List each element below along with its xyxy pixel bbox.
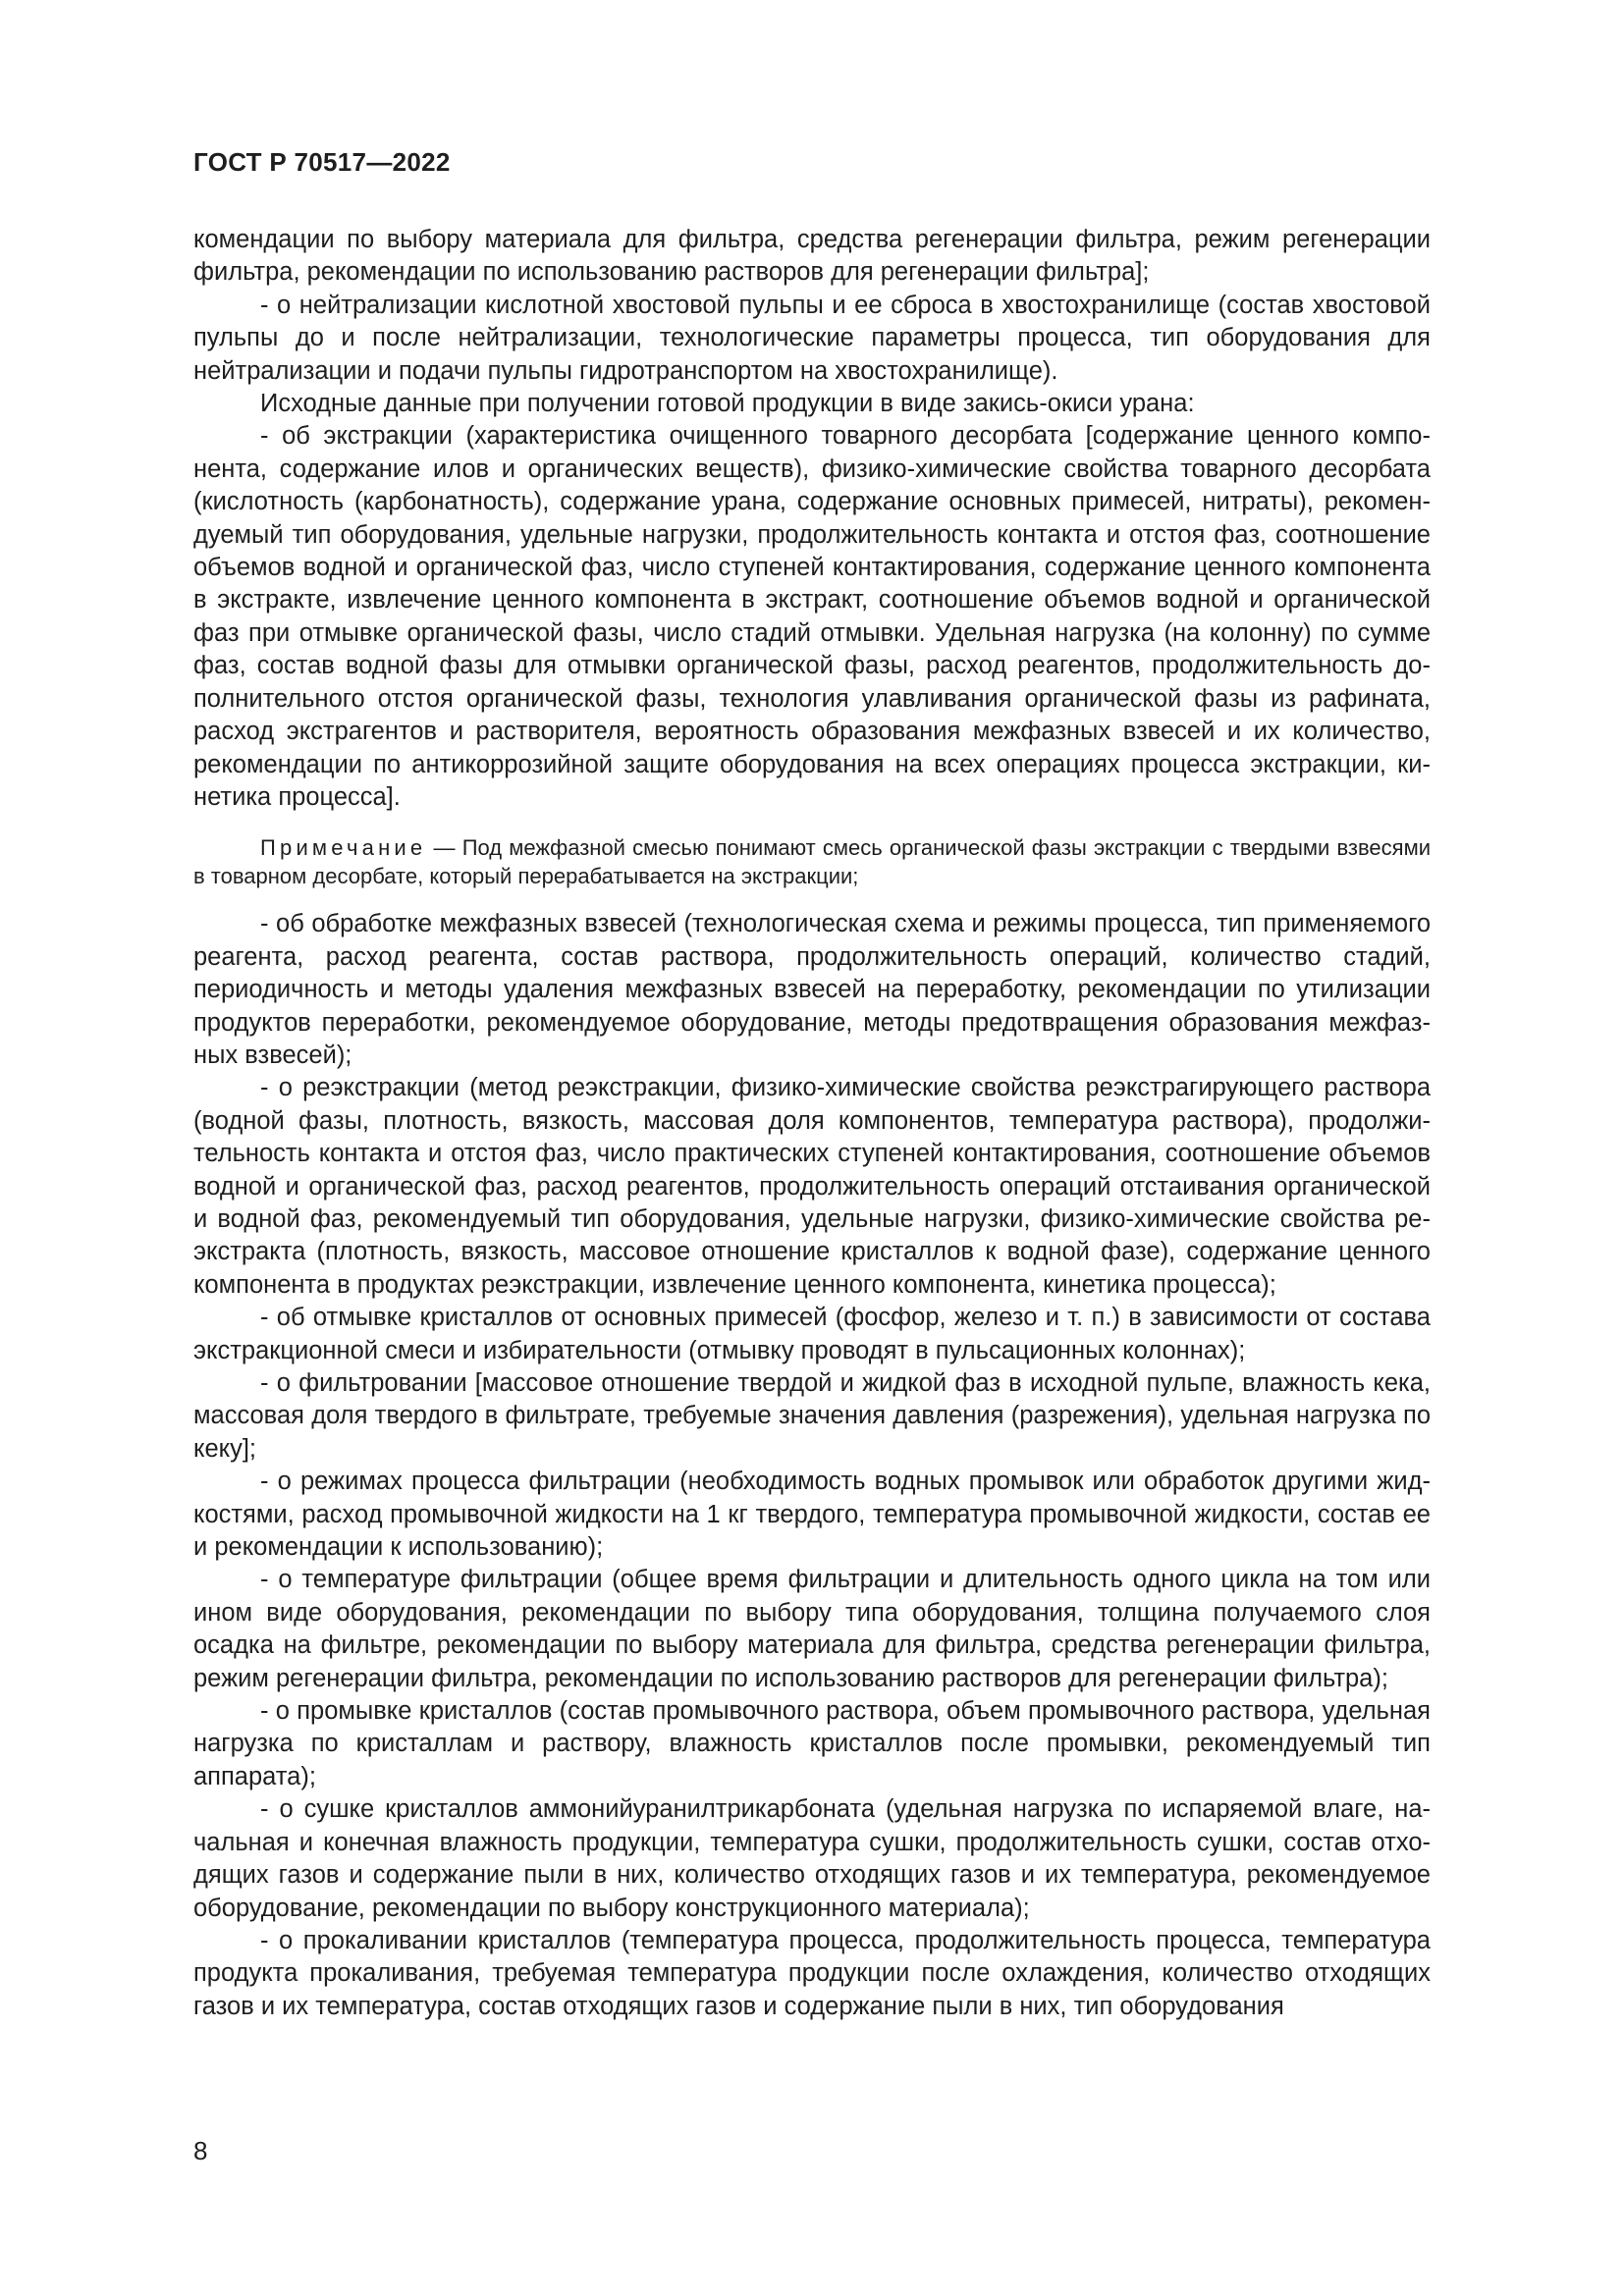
paragraph-crystal-drying: - о сушке кристаллов аммонийуранилтрикарбоната (удельная нагрузка по испаряемой влаге, начальная и конечная влажность продукции, температура сушки, продолжительность сушки, состав отходящих газов и содержание пыли в них, количество отходящих газов и их температура, рекомендуемое оборудование, рекомендации по выбору конструкционного материала); [193,1795,1431,1922]
document-code-header: ГОСТ Р 70517—2022 [193,147,451,177]
paragraph-filtering: - о фильтровании [массовое отношение твердой и жидкой фаз в исходной пульпе, влажность кека, массовая доля твердого в фильтрате, требуемые значения давления (разрежения), удельная нагрузка по кеку]; [193,1369,1431,1463]
paragraph-continuation: комендации по выбору материала для фильтра, средства регенерации фильтра, режим регенерации фильтра, рекомендации по использованию растворов для регенерации фильтра]; [193,226,1431,287]
note-text: Под межфазной смесью понимают смесь органической фазы экстракции с твердыми взвесями в товарном десорбате, который перерабатывается на экстракции; [193,835,1431,889]
paragraph-reextraction: - о реэкстракции (метод реэкстракции, физико-химические свойства реэкстрагирующего раствора (водной фазы, плотность, вязкость, массовая доля компонентов, температура раствора), продолжительность контакта и отстоя фаз, число практических ступеней контактирования, соотношение объемов водной и органической фаз, расход реагентов, продолжительность операций отстаивания органической и водной фаз, рекомендуемый тип оборудования, удельные нагрузки, физико-химические свойства реэкстракта (плотность, вязкость, массовое отношение кристаллов к водной фазе), содержание ценного компонента в продуктах реэкстракции, извлечение ценного компонента, кинетика процесса); [193,1074,1431,1299]
paragraph-interphase-suspensions: - об обработке межфазных взвесей (технологическая схема и режимы процесса, тип применяемого реагента, расход реагента, состав раствора, продолжительность операций, количество стадий, периодичность и методы удаления межфазных взвесей на переработку, рекомендации по утилизации продуктов переработки, рекомендуемое оборудование, методы предотвращения образования межфазных взвесей); [193,910,1431,1069]
note-dash: — [426,835,462,861]
document-body [193,224,1431,2023]
note-label: Примечание [260,835,427,861]
paragraph-crystal-calcination: - о прокаливании кристаллов (температура процесса, продолжительность процесса, температура продукта прокаливания, требуемая температура продукции после охлаждения, количество отходящих газов и их температура, состав отходящих газов и содержание пыли в них, тип оборудования [193,1926,1431,2020]
paragraph-tail-pulp-neutralization: - о нейтрализации кислотной хвостовой пульпы и ее сброса в хвостохранилище (состав хвостовой пульпы до и после нейтрализации, технологические параметры процесса, тип оборудования для нейтрализации и подачи пульпы гидротранспортом на хвостохранилище). [193,291,1431,385]
paragraph-filtration-temperature: - о температуре фильтрации (общее время фильтрации и длительность одного цикла на том или ином виде оборудования, рекомендации по выбору типа оборудования, толщина получаемого слоя осадка на фильтре, рекомендации по выбору материала для фильтра, средства регенерации фильтра, режим регенерации фильтра, рекомендации по использованию растворов для регенерации фильтра); [193,1566,1431,1692]
note-block [193,833,1431,890]
paragraph-crystal-washing-impurities: - об отмывке кристаллов от основных примесей (фосфор, железо и т. п.) в зависимости от состава экстракционной смеси и избирательности (отмывку проводят в пульсационных колоннах); [193,1304,1431,1364]
paragraph-crystal-rinsing: - о промывке кристаллов (состав промывочного раствора, объем промывочного раствора, удельная нагрузка по кристаллам и раствору, влажность кристаллов после промывки, рекомендуемый тип аппарата); [193,1697,1431,1790]
page-number: 8 [193,2136,208,2165]
paragraph-initial-data-heading: Исходные данные при получении готовой продукции в виде закись-окиси урана: [260,390,1195,418]
paragraph-extraction: - об экстракции (характеристика очищенного товарного десорбата [содержание ценного компонента, содержание илов и органических веществ), физико-химические свойства товарного десорбата (кислотность (карбонатность), содержание урана, содержание основных примесей, нитраты), рекомендуемый тип оборудования, удельные нагрузки, продолжительность контакта и отстоя фаз, соотношение объемов водной и органической фаз, число ступеней контактирования, содержание ценного компонента в экстракте, извлечение ценного компонента в экстракт, соотношение объемов водной и органической фаз при отмывке органической фазы, число стадий отмывки. Удельная нагрузка (на колонну) по сумме фаз, состав водной фазы для отмывки органической фазы, расход реагентов, продолжительность дополнительного отстоя органической фазы, технология улавливания органической фазы из рафината, расход экстрагентов и растворителя, вероятность образования межфазных взвесей и их количество, рекомендации по антикоррозийной защите оборудования на всех операциях процесса экстракции, кинетика процесса]. [193,422,1431,811]
paragraph-filtration-modes: - о режимах процесса фильтрации (необходимость водных промывок или обработок другими жидкостями, расход промывочной жидкости на 1 кг твердого, температура промывочной жидкости, состав ее и рекомендации к использованию); [193,1468,1431,1562]
